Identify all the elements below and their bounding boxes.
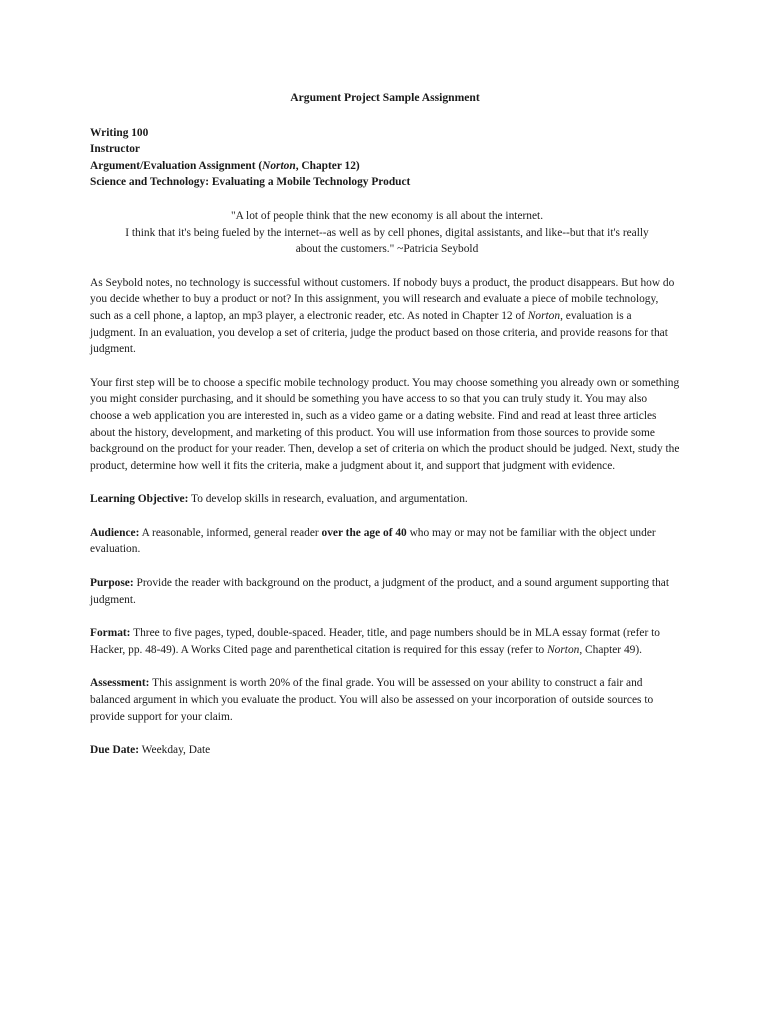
- quote-line-2: I think that it's being fueled by the internet--as well as by cell phones, digital assistants, and like--but that it's really: [125, 226, 649, 239]
- audience-age: over the age of 40: [321, 526, 407, 539]
- steps-paragraph: Your first step will be to choose a specific mobile technology product. You may choose something you already own or something you might consider purchasing, and it should be something you have access to so that you can truly study it. You may also choose a web application you are interested in, such as a video game or a dating website. Find and read at least three articles about the history, development, and marketing of this product. You will use information from those sources to provide some background on the product for your reader. Then, develop a set of criteria on which the product should be judged. Next, study the product, determine how well it fits the criteria, make a judgment about it, and support that judgment with evidence.: [90, 376, 680, 472]
- format-book: Norton: [547, 643, 580, 656]
- assignment-name-book: Norton: [262, 159, 296, 172]
- intro-part-1: As Seybold notes, no technology is successful without customers. If nobody buys a product, the product disappears. But how do you decide whether to buy a product or not? In this assignment, you will research and evaluate a piece of mobile technology, such as a cell phone, a laptop, an mp3 player, a electronic reader, etc. As noted in Chapter 12 of: [90, 276, 675, 322]
- assignment-name: [90, 158, 680, 175]
- assignment-name-post: , Chapter 12): [295, 159, 360, 172]
- audience-text-1: A reasonable, informed, general reader: [139, 526, 322, 539]
- assessment-paragraph: [90, 675, 680, 725]
- due-date-label: Due Date:: [90, 744, 140, 757]
- quote-line-1: "A lot of people think that the new economy is all about the internet.: [230, 209, 544, 222]
- assessment-label: Assessment:: [90, 677, 150, 690]
- purpose-text: Provide the reader with background on the product, a judgment of the product, and a sound argument supporting that judgment.: [90, 577, 670, 606]
- objective-text: To develop skills in research, evaluation, and argumentation.: [188, 493, 468, 506]
- due-date-text: Weekday, Date: [139, 744, 211, 757]
- document-page: [90, 90, 680, 776]
- assignment-header: [90, 125, 680, 191]
- assessment-text: This assignment is worth 20% of the final grade. You will be assessed on your ability to construct a fair and balanced argument in which you evaluate the product. You will also be assessed on your incorporation of outside sources to provide support for your claim.: [90, 677, 654, 723]
- format-label: Format:: [90, 627, 131, 640]
- instructor-name: Instructor: [90, 143, 140, 156]
- purpose-label: Purpose:: [90, 577, 134, 590]
- audience-paragraph: [90, 525, 680, 558]
- epigraph-quote: [90, 208, 680, 258]
- audience-label: Audience:: [90, 526, 140, 539]
- assignment-name-pre: Argument/Evaluation Assignment (: [90, 159, 263, 172]
- format-paragraph: [90, 625, 680, 658]
- intro-part-2: , evaluation is a judgment. In an evaluation, you develop a set of criteria, judge the product based on those criteria, and provide reasons for that judgment.: [90, 309, 668, 356]
- audience-text-2: who may or may not be familiar with the object under evaluation.: [90, 526, 656, 556]
- purpose-paragraph: [90, 575, 680, 608]
- format-text-2: , Chapter 49).: [579, 643, 642, 656]
- objective-paragraph: [90, 491, 680, 508]
- objective-label: Learning Objective:: [90, 493, 189, 506]
- document-title: Argument Project Sample Assignment: [290, 91, 480, 104]
- intro-paragraph: [90, 275, 680, 358]
- course-name: Writing 100: [90, 126, 149, 139]
- quote-line-3: about the customers." ~Patricia Seybold: [295, 243, 479, 256]
- format-text-1: Three to five pages, typed, double-spaced. Header, title, and page numbers should be in MLA essay format (refer to Hacker, pp. 48-49). A Works Cited page and parenthetical citation is required for this essay (refer to: [90, 627, 660, 656]
- due-date-paragraph: [90, 742, 680, 759]
- intro-book: Norton: [527, 309, 561, 322]
- assignment-topic: Science and Technology: Evaluating a Mobile Technology Product: [90, 176, 411, 189]
